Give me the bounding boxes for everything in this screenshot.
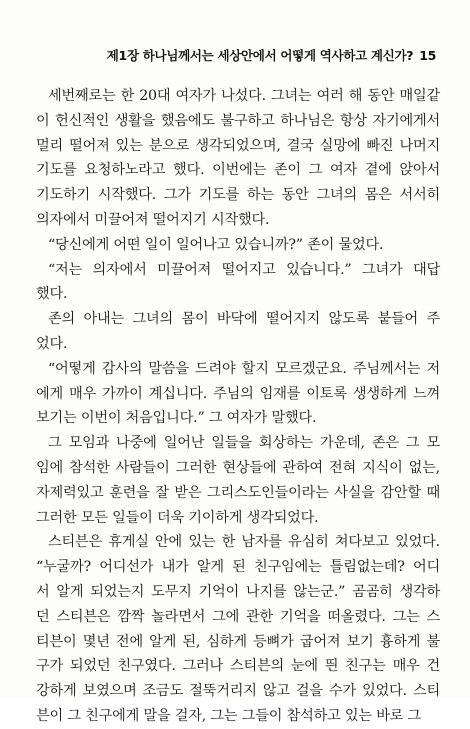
text-line: 임에 참석한 사람들이 그러한 현상들에 관하여 전혀 지식이 없는, — [36, 459, 440, 476]
text-line: 었다. — [36, 335, 68, 352]
text-line: 티븐이 몇년 전에 알게 된, 심하게 등뼈가 굽어져 보기 흉하게 불 — [36, 633, 440, 650]
text-line: 보기는 이번이 처음입니다.” 그 여자가 말했다. — [36, 410, 317, 427]
text-line: 멀리 떨어져 있는 분으로 생각되었으며, 결국 실망에 빠진 나머지 — [36, 137, 440, 154]
text-line: “어떻게 감사의 말씀을 드려야 할지 모르겠군요. 주님께서는 저 — [48, 360, 440, 377]
running-header — [40, 46, 436, 64]
page-number: 15 — [419, 48, 436, 63]
text-line: 서 알게 되었는지 도무지 기억이 나지를 않는군.” 곰곰히 생각하 — [36, 583, 440, 600]
text-line: 했다. — [36, 286, 68, 303]
paragraph — [36, 307, 440, 357]
text-line: “저는 의자에서 미끌어져 떨어지고 있습니다.” 그녀가 대답 — [48, 261, 440, 278]
text-line: 자제력있고 훈련을 잘 받은 그리스도인들이라는 사실을 감안할 때 — [36, 484, 440, 501]
text-line: 기도하기 시작했다. 그가 기도를 하는 동안 그녀의 몸은 서서히 — [36, 187, 440, 204]
text-line: 기도를 요청하노라고 했다. 이번에는 존이 그 여자 곁에 앉아서 — [36, 162, 440, 179]
paragraph — [36, 530, 440, 728]
text-line: 세번째로는 한 20대 여자가 나섰다. 그녀는 여러 해 동안 매일같 — [48, 88, 440, 104]
text-line: 이 헌신적인 생활을 했음에도 불구하고 하나님은 항상 자기에게서 — [36, 112, 440, 129]
text-line: 에게 매우 가까이 계십니다. 주님의 임재를 이토록 생생하게 느껴 — [36, 385, 440, 402]
paragraph — [36, 431, 440, 530]
text-line: 존의 아내는 그녀의 몸이 바닥에 떨어지지 않도록 붙들어 주 — [48, 311, 440, 328]
text-line: 강하게 보였으며 조금도 절뚝거리지 않고 걸을 수가 있었다. 스티 — [36, 683, 440, 700]
paragraph — [36, 233, 440, 258]
paragraph — [36, 84, 440, 233]
text-line: 던 스티븐은 깜짝 놀라면서 그에 관한 기억을 떠올렸다. 그는 스 — [36, 608, 440, 625]
text-line: 의자에서 미끌어져 떨어지기 시작했다. — [36, 211, 270, 228]
text-line: 그러한 모든 일들이 더욱 기이하게 생각되었다. — [36, 509, 319, 526]
text-line: 스티븐은 휴게실 안에 있는 한 남자를 유심히 쳐다보고 있었다. — [48, 534, 440, 551]
text-line: “당신에게 어떤 일이 일어나고 있습니까?” 존이 물었다. — [48, 236, 384, 253]
text-line: 븐이 그 친구에게 말을 걸자, 그는 그들이 참석하고 있는 바로 그 — [36, 707, 422, 724]
body-text — [36, 84, 440, 729]
text-line: 그 모임과 나중에 일어난 일들을 회상하는 가운데, 존은 그 모 — [48, 435, 440, 452]
text-line: “누굴까? 어디선가 내가 알게 된 친구임에는 틀림없는데? 어디 — [36, 559, 440, 576]
paragraph — [36, 357, 440, 431]
chapter-title: 제1장 하나님께서는 세상안에서 어떻게 역사하고 계신가? — [106, 48, 414, 63]
text-line: 구가 되었던 친구였다. 그러나 스티븐의 눈에 띈 친구는 매우 건 — [36, 658, 440, 675]
paragraph — [36, 258, 440, 308]
